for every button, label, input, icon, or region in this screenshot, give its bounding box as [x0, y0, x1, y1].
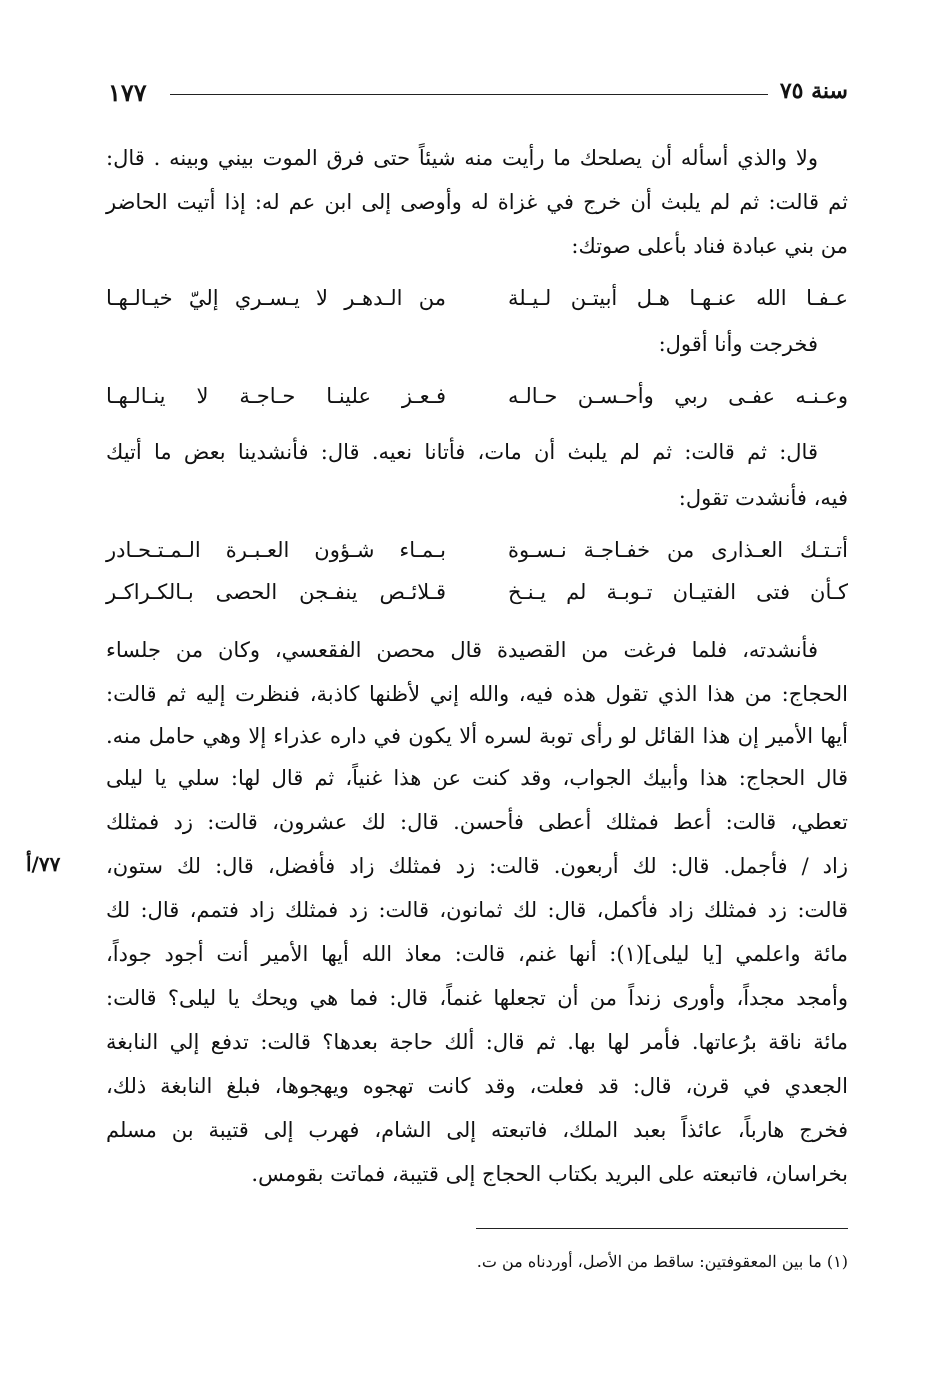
text-line: فخرج هارباً، عائذاً بعبد الملك، فاتبعته إلى الشام، فهرب إلى قتيبة بن مسلم — [106, 1118, 848, 1142]
verse-hemistich-first: كـأن فتى الفتيـان تـوبـة لم يـنـخ — [508, 580, 848, 604]
text-line: ولا والذي أسأله أن يصلحك ما رأيت منه شيئاً حتى فرق الموت بيني وبينه . قال: — [106, 146, 818, 170]
text-line: بخراسان، فاتبعته على البريد بكتاب الحجاج إلى قتيبة، فماتت بقومس. — [251, 1162, 848, 1186]
manuscript-folio-note: ٧٧/أ — [26, 852, 61, 876]
footnote-rule — [476, 1228, 848, 1229]
verse-hemistich-first: عـفـا الله عنـهـا هـل أبيتـن لـيـلة — [508, 286, 848, 310]
verse-hemistich-second: فـعـز علينـا حـاجـة لا ينـالـهـا — [106, 384, 446, 408]
text-line: الجعدي في قرن، قال: قد فعلت، وقد كانت تهجوه ويهجوها، فبلغ النابغة ذلك، — [106, 1074, 848, 1098]
text-line: وأمجد مجداً، وأورى زنداً من أن تجعلها غنماً، قال: فما هي ويحك يا ليلى؟ قالت: — [106, 986, 848, 1010]
text-line: فيه، فأنشدت تقول: — [678, 486, 848, 510]
text-line: فخرجت وأنا أقول: — [658, 332, 818, 356]
text-line: ثم قالت: ثم لم يلبث أن خرج في غزاة له وأوصى إلى ابن عم له: إذا أتيت الحاضر — [106, 190, 848, 214]
text-line: الحجاج: من هذا الذي تقول هذه فيه، والله إني لأظنها كاذبة، فنظرت إليه ثم قالت: — [106, 682, 848, 706]
verse-hemistich-first: أتـتـك العـذارى من خفـاجـة نـسـوة — [508, 538, 848, 562]
footnote: (١) ما بين المعقوفتين: ساقط من الأصل، أوردناه من ت. — [476, 1252, 848, 1271]
text-line: من بني عبادة فناد بأعلى صوتك: — [571, 234, 848, 258]
text-line: قال الحجاج: هذا وأبيك الجواب، وقد كنت عن هذا غنياً، ثم قال لها: سلي يا ليلى — [106, 766, 848, 790]
header-rule — [170, 94, 768, 95]
running-header — [108, 78, 848, 112]
verse-hemistich-first: وعـنـه عفـى ربي وأحـسـن حـالـه — [508, 384, 848, 408]
text-line: فأنشدته، فلما فرغت من القصيدة قال محصن الفقعسي، وكان من جلساء — [106, 638, 818, 662]
text-line: مائة ناقة برُعاتها. فأمر لها بها. ثم قال: ألك حاجة بعدها؟ قالت: تدفع إلي النابغة — [106, 1030, 848, 1054]
verse-hemistich-second: قـلائـص ينفـجن الحصى بـالكـراكـر — [106, 580, 446, 604]
text-line: تعطي، قالت: أعط فمثلك أعطى فأحسن. قال: لك عشرون، قالت: زد فمثلك — [106, 810, 848, 834]
text-line: قال: ثم قالت: ثم لم يلبث أن مات، فأتانا نعيه. قال: فأنشدينا بعض ما أتيك — [106, 440, 818, 464]
text-line: مائة واعلمي [يا ليلى](١): أنها غنم، قالت: معاذ الله أيها الأمير أنت أجود جوداً، — [106, 942, 848, 966]
verse-hemistich-second: بـمـاء شـؤون العـبـرة الـمـتـحـادر — [106, 538, 446, 562]
page-number: ١٧٧ — [108, 78, 147, 107]
text-line: أيها الأمير إن هذا القائل لو رأى توبة لسره ألا يكون في داره عذراء إلا وهي حامل منه. — [106, 724, 848, 748]
text-line: زاد / فأجمل. قال: لك أربعون. قالت: زد فمثلك زاد فأفضل، قال: لك ستون، — [106, 854, 848, 878]
verse-hemistich-second: من الـدهـر لا يـسـري إليّ خيـالـهـا — [106, 286, 446, 310]
header-year: سنة ٧٥ — [779, 78, 848, 104]
text-line: قالت: زد فمثلك زاد فأكمل، قال: لك ثمانون، قالت: زد فمثلك زاد فتمم، قال: لك — [106, 898, 848, 922]
